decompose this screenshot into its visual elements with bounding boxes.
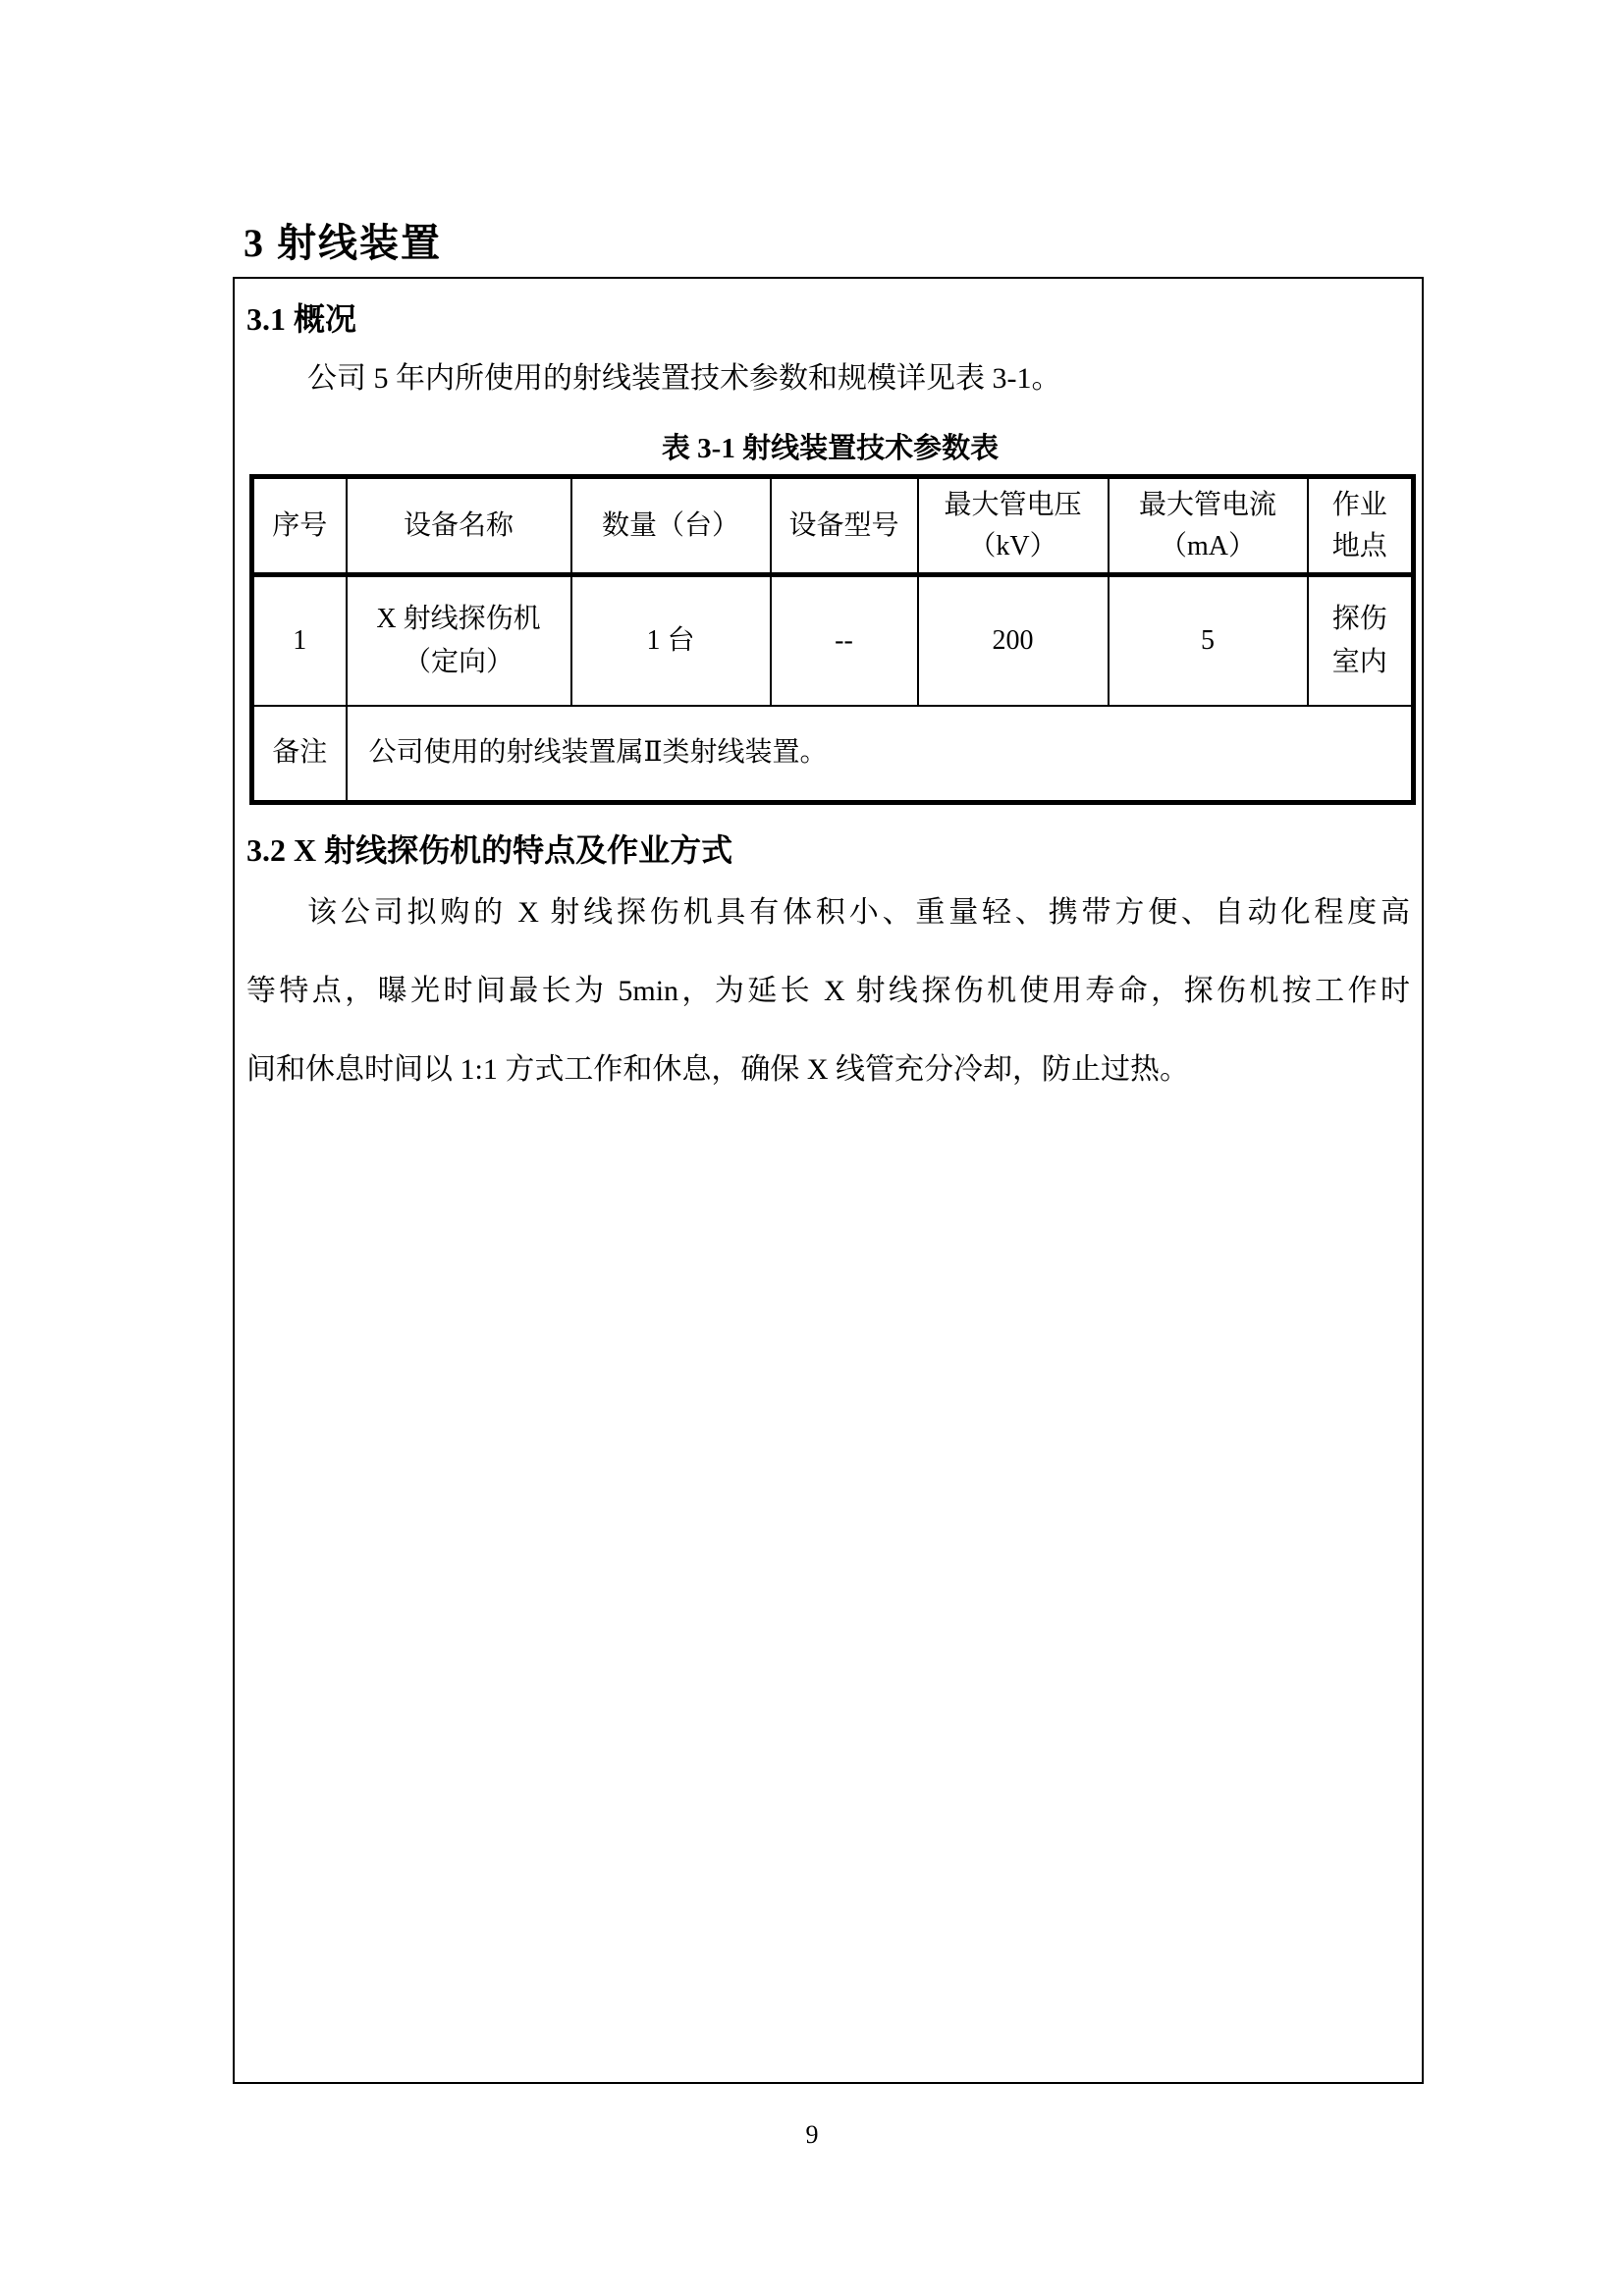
header-cell-work-location: [1308, 477, 1414, 575]
cell-text: 1: [293, 624, 307, 656]
header-cell-quantity: [571, 477, 771, 575]
table-caption: 表 3-1 射线装置技术参数表: [661, 433, 1000, 464]
cell-model: [771, 575, 918, 706]
header-text: （mA）: [1159, 530, 1256, 561]
cell-max-current: [1109, 575, 1308, 706]
remark-text-cell: [347, 706, 1414, 803]
table-header-row: [252, 477, 1414, 575]
section-3-2-paragraph-line-3: 间和休息时间以 1:1 方式工作和休息，确保 X 线管充分冷却，防止过热。: [246, 1053, 1189, 1086]
header-cell-model: [771, 477, 918, 575]
header-text: 最大管电流: [1138, 489, 1276, 520]
header-text: 设备型号: [788, 509, 899, 541]
section-3-2-paragraph-line-1: 该公司拟购的 X 射线探伤机具有体积小、重量轻、携带方便、自动化程度高: [307, 896, 1410, 929]
header-text: 地点: [1331, 530, 1387, 561]
header-cell-max-current: [1109, 477, 1308, 575]
header-text: （kV）: [968, 530, 1057, 561]
cell-index: [252, 575, 347, 706]
remark-label: 备注: [272, 737, 328, 769]
cell-max-voltage: [918, 575, 1109, 706]
cell-device-name: [347, 575, 571, 706]
header-text: 数量（台）: [601, 509, 739, 541]
table-remark-row: [252, 706, 1414, 803]
cell-text: --: [835, 624, 853, 656]
remark-text: 公司使用的射线装置属Ⅱ类射线装置。: [368, 737, 828, 769]
cell-text: 5: [1201, 624, 1215, 656]
cell-text: 1 台: [646, 624, 695, 656]
section-3-1-paragraph: 公司 5 年内所使用的射线装置技术参数和规模详见表 3-1。: [307, 362, 1061, 395]
cell-text: X 射线探伤机: [376, 603, 541, 634]
table-row: [252, 575, 1414, 706]
header-cell-device-name: [347, 477, 571, 575]
cell-work-location: [1308, 575, 1414, 706]
cell-text: 探伤: [1331, 603, 1387, 634]
header-cell-max-voltage: [918, 477, 1109, 575]
chapter-title: 3 射线装置: [244, 221, 442, 265]
cell-text: （定向）: [403, 646, 514, 677]
cell-quantity: [571, 575, 771, 706]
header-text: 序号: [272, 509, 328, 541]
cell-text: 200: [992, 624, 1034, 656]
content-border-box: [233, 277, 1424, 2084]
remark-label-cell: [252, 706, 347, 803]
section-3-2-paragraph-line-2: 等特点，曝光时间最长为 5min，为延长 X 射线探伤机使用寿命，探伤机按工作时: [246, 975, 1410, 1007]
header-text: 作业: [1331, 489, 1387, 520]
header-text: 最大管电压: [944, 489, 1082, 520]
header-text: 设备名称: [403, 509, 514, 541]
header-cell-index: [252, 477, 347, 575]
page-number: 9: [805, 2120, 819, 2149]
cell-text: 室内: [1331, 646, 1387, 677]
section-3-2-heading: 3.2 X 射线探伤机的特点及作业方式: [246, 832, 733, 868]
section-3-1-heading: 3.1 概况: [246, 301, 357, 337]
params-table: [249, 474, 1416, 805]
